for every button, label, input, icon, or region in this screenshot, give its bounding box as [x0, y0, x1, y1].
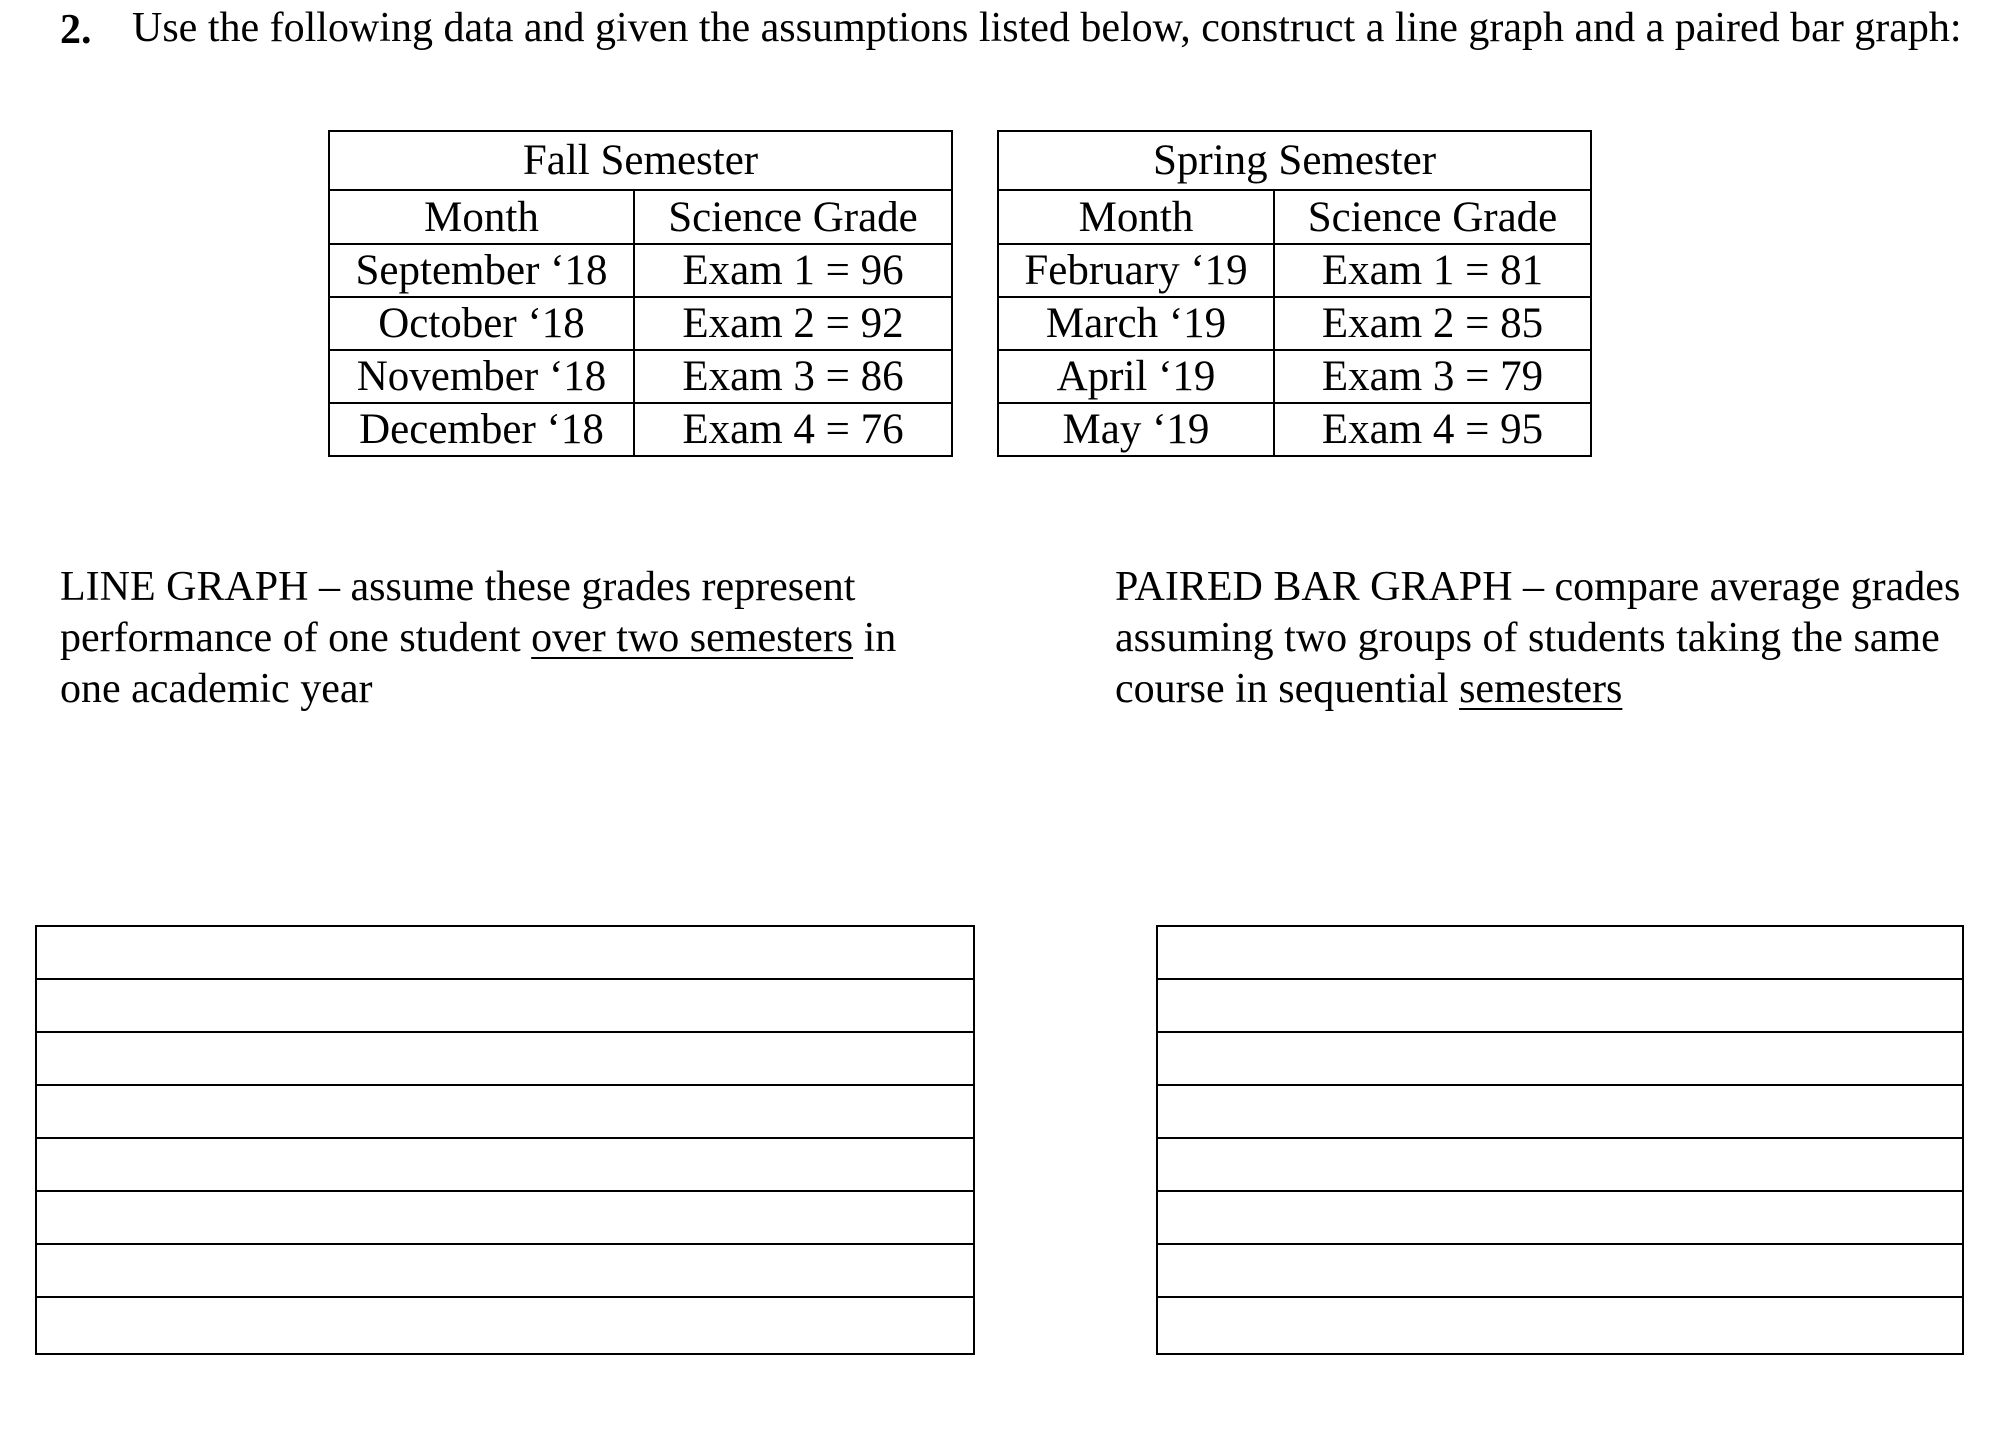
fall-semester-table — [328, 130, 953, 457]
grade-cell: Exam 4 = 95 — [1274, 403, 1591, 456]
bar-graph-lead: PAIRED BAR GRAPH – compare average grades assuming two groups of students taking the same course in sequential — [1115, 564, 1961, 712]
month-cell: September ‘18 — [329, 244, 634, 297]
table-row — [998, 350, 1591, 403]
bar-graph-underlined: semesters — [1459, 666, 1623, 712]
spring-table-title: Spring Semester — [998, 131, 1591, 190]
month-cell: March ‘19 — [998, 297, 1274, 350]
grade-cell: Exam 1 = 96 — [634, 244, 952, 297]
question-number: 2. — [60, 7, 92, 53]
fall-table-title: Fall Semester — [329, 131, 952, 190]
fall-header-grade: Science Grade — [634, 190, 952, 244]
grade-cell: Exam 1 = 81 — [1274, 244, 1591, 297]
ruled-line — [37, 1243, 973, 1245]
spring-semester-table — [997, 130, 1592, 457]
ruled-line — [1158, 1031, 1962, 1033]
month-cell: February ‘19 — [998, 244, 1274, 297]
ruled-line — [1158, 1296, 1962, 1298]
ruled-line — [1158, 1137, 1962, 1139]
table-row — [329, 244, 952, 297]
grade-cell: Exam 3 = 86 — [634, 350, 952, 403]
line-graph-underlined: over two semesters — [531, 615, 854, 661]
ruled-line — [37, 1190, 973, 1192]
table-row — [329, 297, 952, 350]
table-row — [329, 403, 952, 456]
month-cell: May ‘19 — [998, 403, 1274, 456]
table-row — [998, 297, 1591, 350]
ruled-line — [37, 1296, 973, 1298]
month-cell: April ‘19 — [998, 350, 1274, 403]
month-cell: December ‘18 — [329, 403, 634, 456]
table-row — [329, 350, 952, 403]
ruled-line — [37, 978, 973, 980]
line-graph-lead: LINE GRAPH – assume these grades represent performance of one student — [60, 564, 856, 661]
fall-header-month: Month — [329, 190, 634, 244]
ruled-line — [1158, 978, 1962, 980]
grade-cell: Exam 4 = 76 — [634, 403, 952, 456]
month-cell: November ‘18 — [329, 350, 634, 403]
ruled-line — [1158, 1243, 1962, 1245]
grade-cell: Exam 2 = 85 — [1274, 297, 1591, 350]
bar-graph-instructions — [1115, 562, 1995, 715]
ruled-line — [1158, 1084, 1962, 1086]
line-graph-answer-area[interactable] — [35, 925, 975, 1355]
grade-cell: Exam 2 = 92 — [634, 297, 952, 350]
month-cell: October ‘18 — [329, 297, 634, 350]
table-row — [998, 403, 1591, 456]
line-graph-tail: in one academic year — [60, 615, 897, 712]
spring-header-month: Month — [998, 190, 1274, 244]
bar-graph-answer-area[interactable] — [1156, 925, 1964, 1355]
ruled-line — [37, 1137, 973, 1139]
grade-cell: Exam 3 = 79 — [1274, 350, 1591, 403]
question-prompt: Use the following data and given the assumptions listed below, construct a line graph and a paired bar graph: — [132, 5, 1962, 51]
ruled-line — [1158, 1190, 1962, 1192]
ruled-line — [37, 1031, 973, 1033]
ruled-line — [37, 1084, 973, 1086]
line-graph-instructions — [60, 562, 940, 715]
table-row — [998, 244, 1591, 297]
spring-header-grade: Science Grade — [1274, 190, 1591, 244]
